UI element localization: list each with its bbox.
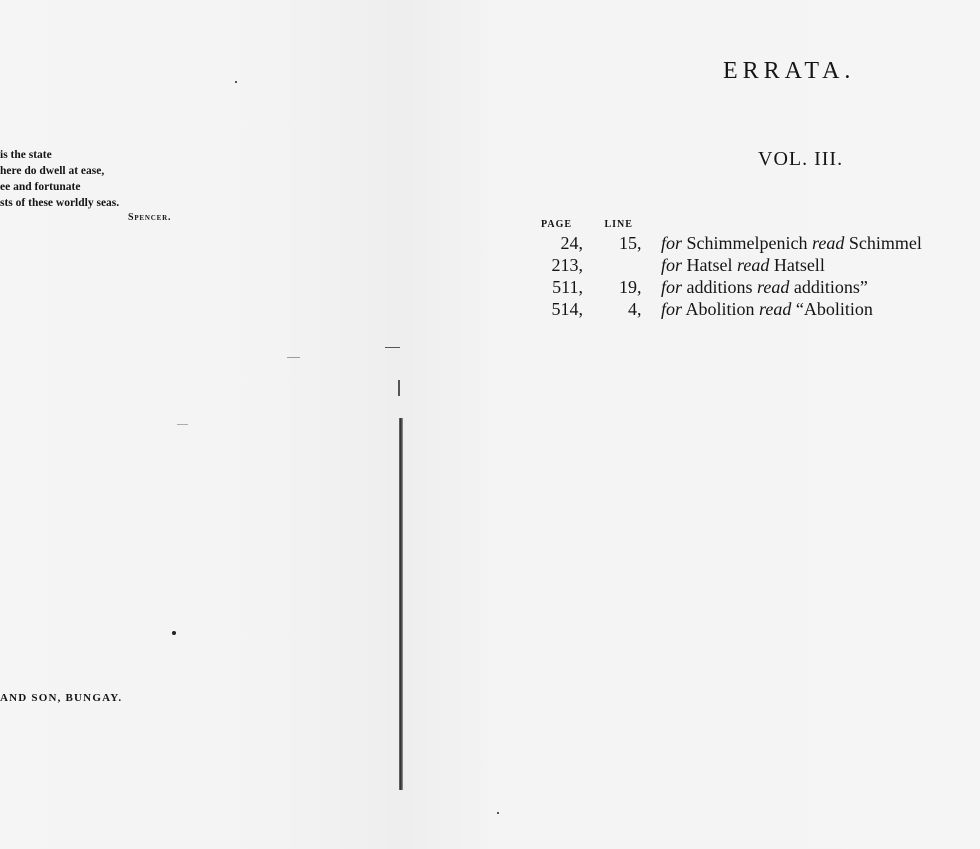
errata-page: 514, xyxy=(551,299,583,319)
read-word: read xyxy=(757,277,790,297)
left-book-page xyxy=(0,0,402,849)
volume-title: VOL. III. xyxy=(758,148,844,170)
errata-page: 511, xyxy=(552,277,583,297)
binding-mark-top xyxy=(398,380,400,396)
error-text: additions xyxy=(682,277,758,297)
ink-speck xyxy=(172,631,176,635)
errata-list xyxy=(541,232,922,320)
errata-line: 4, xyxy=(628,299,642,319)
errata-page: 24, xyxy=(560,233,583,253)
book-gutter xyxy=(399,418,403,790)
errata-line: 19, xyxy=(619,277,642,297)
poem-line: sts of these worldly seas. xyxy=(0,197,120,209)
error-text: Abolition xyxy=(682,299,760,319)
error-text: Hatsel xyxy=(682,255,737,275)
read-word: read xyxy=(737,255,770,275)
poem-line: is the state xyxy=(0,149,52,161)
correction-text: additions” xyxy=(789,277,868,297)
correction-text: Schimmel xyxy=(844,233,922,253)
correction-text: “Abolition xyxy=(791,299,873,319)
errata-row xyxy=(541,298,922,320)
errata-line: 15, xyxy=(619,233,642,253)
for-word: for xyxy=(661,255,683,275)
errata-correction xyxy=(646,232,922,254)
poem-author: Spencer. xyxy=(128,212,172,223)
read-word: read xyxy=(812,233,845,253)
page-mark xyxy=(177,424,188,425)
errata-row xyxy=(541,232,922,254)
errata-correction xyxy=(646,276,868,298)
errata-page: 213, xyxy=(551,255,583,275)
errata-row xyxy=(541,276,922,298)
ink-speck xyxy=(235,81,237,83)
printer-line: AND SON, BUNGAY. xyxy=(0,692,123,704)
for-word: for xyxy=(661,233,683,253)
errata-title: ERRATA. xyxy=(723,58,856,84)
errata-row xyxy=(541,254,922,276)
right-book-page xyxy=(402,0,980,849)
errata-correction xyxy=(646,298,873,320)
poem-line: ee and fortunate xyxy=(0,181,81,193)
page-mark xyxy=(287,357,300,358)
poem-line: here do dwell at ease, xyxy=(0,165,105,177)
poem-fragment xyxy=(0,147,210,211)
errata-correction xyxy=(646,254,825,276)
page-column-header: PAGE xyxy=(541,219,573,230)
errata-headers xyxy=(541,219,633,230)
correction-text: Hatsell xyxy=(769,255,825,275)
ink-speck xyxy=(497,812,499,814)
read-word: read xyxy=(759,299,792,319)
for-word: for xyxy=(661,277,683,297)
for-word: for xyxy=(661,299,683,319)
error-text: Schimmelpenich xyxy=(682,233,812,253)
page-mark xyxy=(385,347,400,348)
line-column-header: LINE xyxy=(604,219,633,230)
